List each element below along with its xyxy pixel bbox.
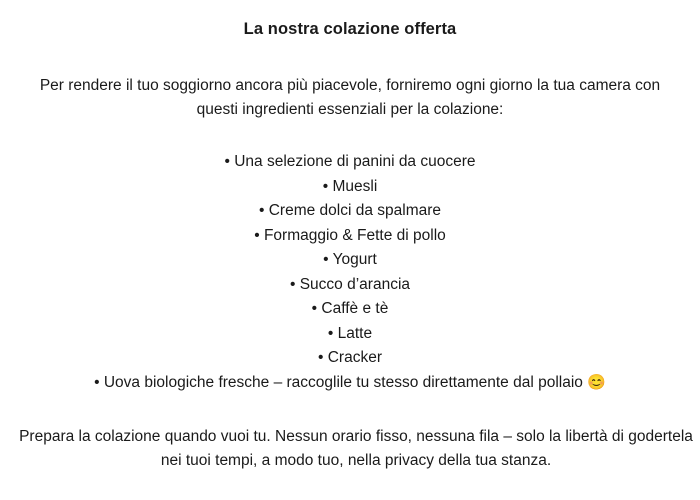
bullet-icon: •	[323, 251, 329, 269]
bullet-icon: •	[322, 177, 329, 195]
bullet-icon: •	[258, 202, 265, 220]
smiling-face-icon: 😊	[587, 373, 606, 391]
list-item-label: Yogurt	[332, 251, 377, 269]
bullet-icon: •	[311, 300, 318, 318]
list-item	[14, 224, 686, 248]
list-item	[14, 322, 686, 346]
list-item-label: Succo d’arancia	[299, 275, 411, 293]
bullet-icon: •	[94, 373, 100, 391]
list-item	[14, 199, 686, 223]
list-item-label: Una selezione di panini da cuocere	[234, 153, 476, 171]
list-item-label: Muesli	[332, 177, 378, 195]
list-item-label: Creme dolci da spalmare	[268, 202, 442, 220]
page-title: La nostra colazione offerta	[243, 20, 457, 38]
breakfast-items-list	[14, 150, 686, 395]
list-item	[14, 371, 686, 395]
list-item	[14, 175, 686, 199]
list-item	[14, 346, 686, 370]
list-item	[14, 150, 686, 174]
list-item-label: Formaggio & Fette di pollo	[263, 226, 446, 244]
list-item	[14, 297, 686, 321]
list-item	[14, 248, 686, 272]
bullet-icon: •	[224, 153, 230, 171]
bullet-icon: •	[327, 324, 334, 342]
list-item-label: Uova biologiche fresche – raccoglile tu stesso direttamente dal pollaio	[103, 373, 583, 391]
bullet-icon: •	[317, 349, 324, 367]
list-item-label: Cracker	[327, 349, 382, 367]
intro-paragraph: Per rendere il tuo soggiorno ancora più piacevole, forniremo ogni giorno la tua camera con questi ingredienti essenziali per la colazione:	[39, 77, 661, 119]
outro-paragraph: Prepara la colazione quando vuoi tu. Nessun orario fisso, nessuna fila – solo la libertà di godertela nei tuoi tempi, a modo tuo, nella privacy della tua stanza.	[19, 428, 693, 470]
bullet-icon: •	[289, 275, 296, 293]
list-item	[14, 273, 686, 297]
list-item-label: Caffè e tè	[321, 300, 389, 318]
bullet-icon: •	[254, 226, 260, 244]
list-item-label: Latte	[337, 324, 373, 342]
